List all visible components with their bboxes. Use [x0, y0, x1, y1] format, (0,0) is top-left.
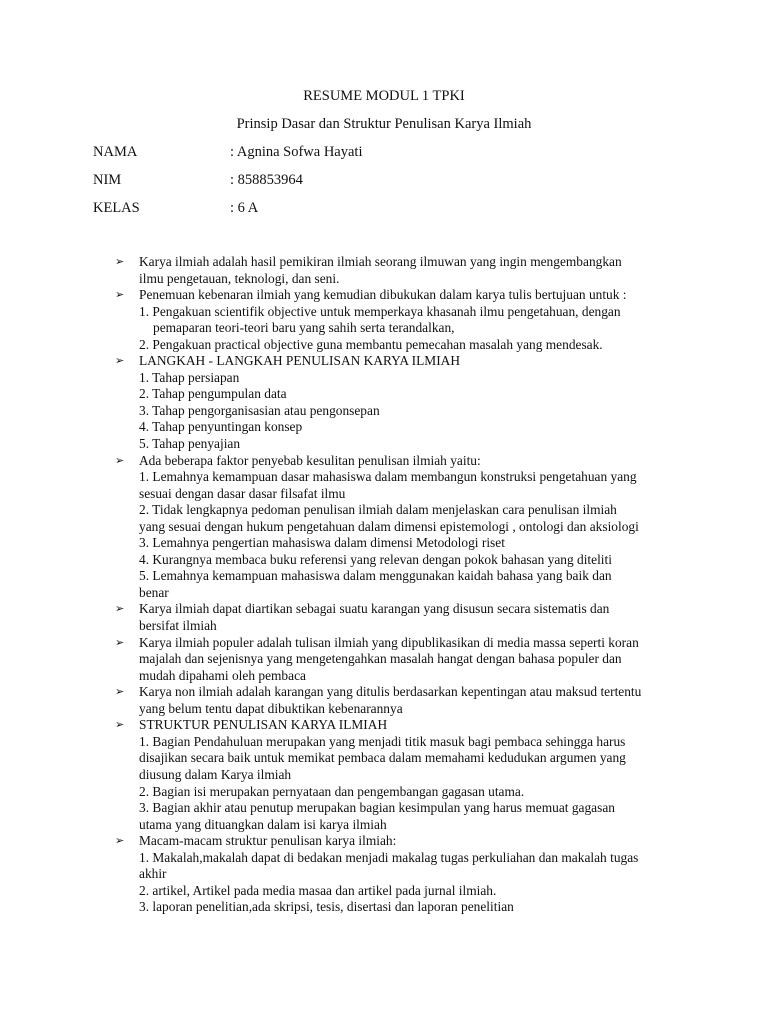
line-text: mudah dipahami oleh pembaca — [139, 667, 306, 683]
text-line — [0, 767, 768, 784]
kelas-label: KELAS — [93, 200, 140, 216]
line-text: Penemuan kebenaran ilmiah yang kemudian dibukukan dalam karya tulis bertujuan untuk : — [139, 287, 627, 303]
arrowhead-bullet-icon: ➢ — [115, 834, 125, 848]
text-line — [0, 486, 768, 503]
line-text: LANGKAH - LANGKAH PENULISAN KARYA ILMIAH — [139, 353, 460, 369]
line-text: majalah dan sejenisnya yang mengetengahkan masalah hangat dengan bahasa populer dan — [139, 651, 622, 667]
text-line — [0, 750, 768, 767]
text-line — [0, 817, 768, 834]
line-text: 3. Tahap pengorganisasian atau pengonsepan — [139, 402, 380, 418]
bullet-item — [0, 684, 768, 701]
text-line — [0, 618, 768, 635]
arrowhead-bullet-icon: ➢ — [115, 718, 125, 732]
line-text: 2. Bagian isi merupakan pernyataan dan pengembangan gagasan utama. — [139, 783, 525, 799]
line-text: yang belum tentu dapat dibuktikan kebenarannya — [139, 700, 403, 716]
nama-label: NAMA — [93, 144, 138, 160]
document-body — [0, 254, 768, 916]
nim-label: NIM — [93, 172, 122, 188]
line-text: 1. Lemahnya kemampuan dasar mahasiswa dalam membangun konstruksi pengetahuan yang — [139, 469, 637, 485]
line-text: 3. Lemahnya pengertian mahasiswa dalam dimensi Metodologi riset — [139, 535, 505, 551]
arrowhead-bullet-icon: ➢ — [115, 685, 125, 699]
text-line — [0, 304, 768, 321]
line-text: bersifat ilmiah — [139, 618, 217, 634]
line-text: utama yang dituangkan dalam isi karya ilmiah — [139, 816, 387, 832]
text-line — [0, 850, 768, 867]
text-line — [0, 866, 768, 883]
text-line — [0, 668, 768, 685]
text-line — [0, 386, 768, 403]
line-text: 4. Kurangnya membaca buku referensi yang relevan dengan pokok bahasan yang diteliti — [139, 551, 612, 567]
line-text: 3. Bagian akhir atau penutup merupakan bagian kesimpulan yang harus memuat gagasan — [139, 800, 615, 816]
line-text: 4. Tahap penyuntingan konsep — [139, 419, 303, 435]
line-text: pemaparan teori-teori baru yang sahih serta terandalkan, — [153, 320, 455, 336]
text-line — [0, 519, 768, 536]
arrowhead-bullet-icon: ➢ — [115, 354, 125, 368]
text-line — [0, 271, 768, 288]
line-text: 5. Lemahnya kemampuan mahasiswa dalam menggunakan kaidah bahasa yang baik dan — [139, 568, 612, 584]
line-text: 5. Tahap penyajian — [139, 436, 241, 452]
text-line — [0, 800, 768, 817]
bullet-item — [0, 287, 768, 304]
text-line — [0, 419, 768, 436]
line-text: disajikan secara baik untuk memikat pembaca dalam memahami kedudukan argumen yang — [139, 750, 626, 766]
bullet-item — [0, 635, 768, 652]
text-line — [0, 502, 768, 519]
text-line — [0, 552, 768, 569]
line-text: 1. Makalah,makalah dapat di bedakan menjadi makalag tugas perkuliahan dan makalah tugas — [139, 849, 639, 865]
line-text: STRUKTUR PENULISAN KARYA ILMIAH — [139, 717, 388, 733]
text-line — [0, 320, 768, 337]
line-text: 1. Bagian Pendahuluan merupakan yang menjadi titik masuk bagi pembaca sehingga harus — [139, 733, 626, 749]
line-text: Ada beberapa faktor penyebab kesulitan penulisan ilmiah yaitu: — [139, 452, 481, 468]
line-text: diusung dalam Karya ilmiah — [139, 766, 292, 782]
text-line — [0, 701, 768, 718]
bullet-item — [0, 717, 768, 734]
text-line — [0, 469, 768, 486]
line-text: 2. Pengakuan practical objective guna membantu pemecahan masalah yang mendesak. — [139, 336, 603, 352]
line-text: 2. artikel, Artikel pada media masaa dan artikel pada jurnal ilmiah. — [139, 882, 497, 898]
line-text: 2. Tahap pengumpulan data — [139, 386, 287, 402]
arrowhead-bullet-icon: ➢ — [115, 602, 125, 616]
kelas-value: : 6 A — [230, 200, 259, 216]
document-subtitle: Prinsip Dasar dan Struktur Penulisan Karya Ilmiah — [236, 116, 532, 132]
line-text: 2. Tidak lengkapnya pedoman penulisan ilmiah dalam menjelaskan cara penulisan ilmiah — [139, 502, 617, 518]
nama-value: : Agnina Sofwa Hayati — [230, 144, 363, 160]
text-line — [0, 784, 768, 801]
bullet-item — [0, 601, 768, 618]
line-text: Macam-macam struktur penulisan karya ilmiah: — [139, 833, 397, 849]
line-text: yang sesuai dengan hukum pengetahuan dalam dimensi epistemologi , ontologi dan aksiologi — [139, 518, 639, 534]
arrowhead-bullet-icon: ➢ — [115, 453, 125, 467]
text-line — [0, 651, 768, 668]
line-text: Karya ilmiah dapat diartikan sebagai suatu karangan yang disusun secara sistematis dan — [139, 601, 610, 617]
text-line — [0, 337, 768, 354]
line-text: Karya ilmiah adalah hasil pemikiran ilmiah seorang ilmuwan yang ingin mengembangkan — [139, 254, 622, 269]
bullet-item — [0, 353, 768, 370]
document-title: RESUME MODUL 1 TPKI — [303, 88, 465, 104]
line-text: benar — [139, 584, 169, 600]
text-line — [0, 585, 768, 602]
line-text: 1. Pengakuan scientifik objective untuk memperkaya khasanah ilmu pengetahuan, dengan — [139, 303, 621, 319]
line-text: 1. Tahap persiapan — [139, 369, 240, 385]
arrowhead-bullet-icon: ➢ — [115, 255, 125, 268]
line-text: Karya non ilmiah adalah karangan yang ditulis berdasarkan kepentingan atau maksud tertentu — [139, 684, 642, 700]
arrowhead-bullet-icon: ➢ — [115, 288, 125, 302]
line-text: 3. laporan penelitian,ada skripsi, tesis, disertasi dan laporan penelitian — [139, 899, 514, 915]
text-line — [0, 883, 768, 900]
text-line — [0, 535, 768, 552]
text-line — [0, 734, 768, 751]
line-text: ilmu pengetauan, teknologi, dan seni. — [139, 270, 340, 286]
bullet-item — [0, 833, 768, 850]
arrowhead-bullet-icon: ➢ — [115, 635, 125, 649]
bullet-item — [0, 453, 768, 470]
text-line — [0, 568, 768, 585]
text-line — [0, 436, 768, 453]
bullet-item — [0, 254, 768, 271]
nim-value: : 858853964 — [230, 172, 303, 188]
line-text: akhir — [139, 866, 167, 882]
text-line — [0, 370, 768, 387]
line-text: Karya ilmiah populer adalah tulisan ilmiah yang dipublikasikan di media massa seperti koran — [139, 634, 639, 650]
text-line — [0, 899, 768, 916]
text-line — [0, 403, 768, 420]
line-text: sesuai dengan dasar dasar filsafat ilmu — [139, 485, 346, 501]
